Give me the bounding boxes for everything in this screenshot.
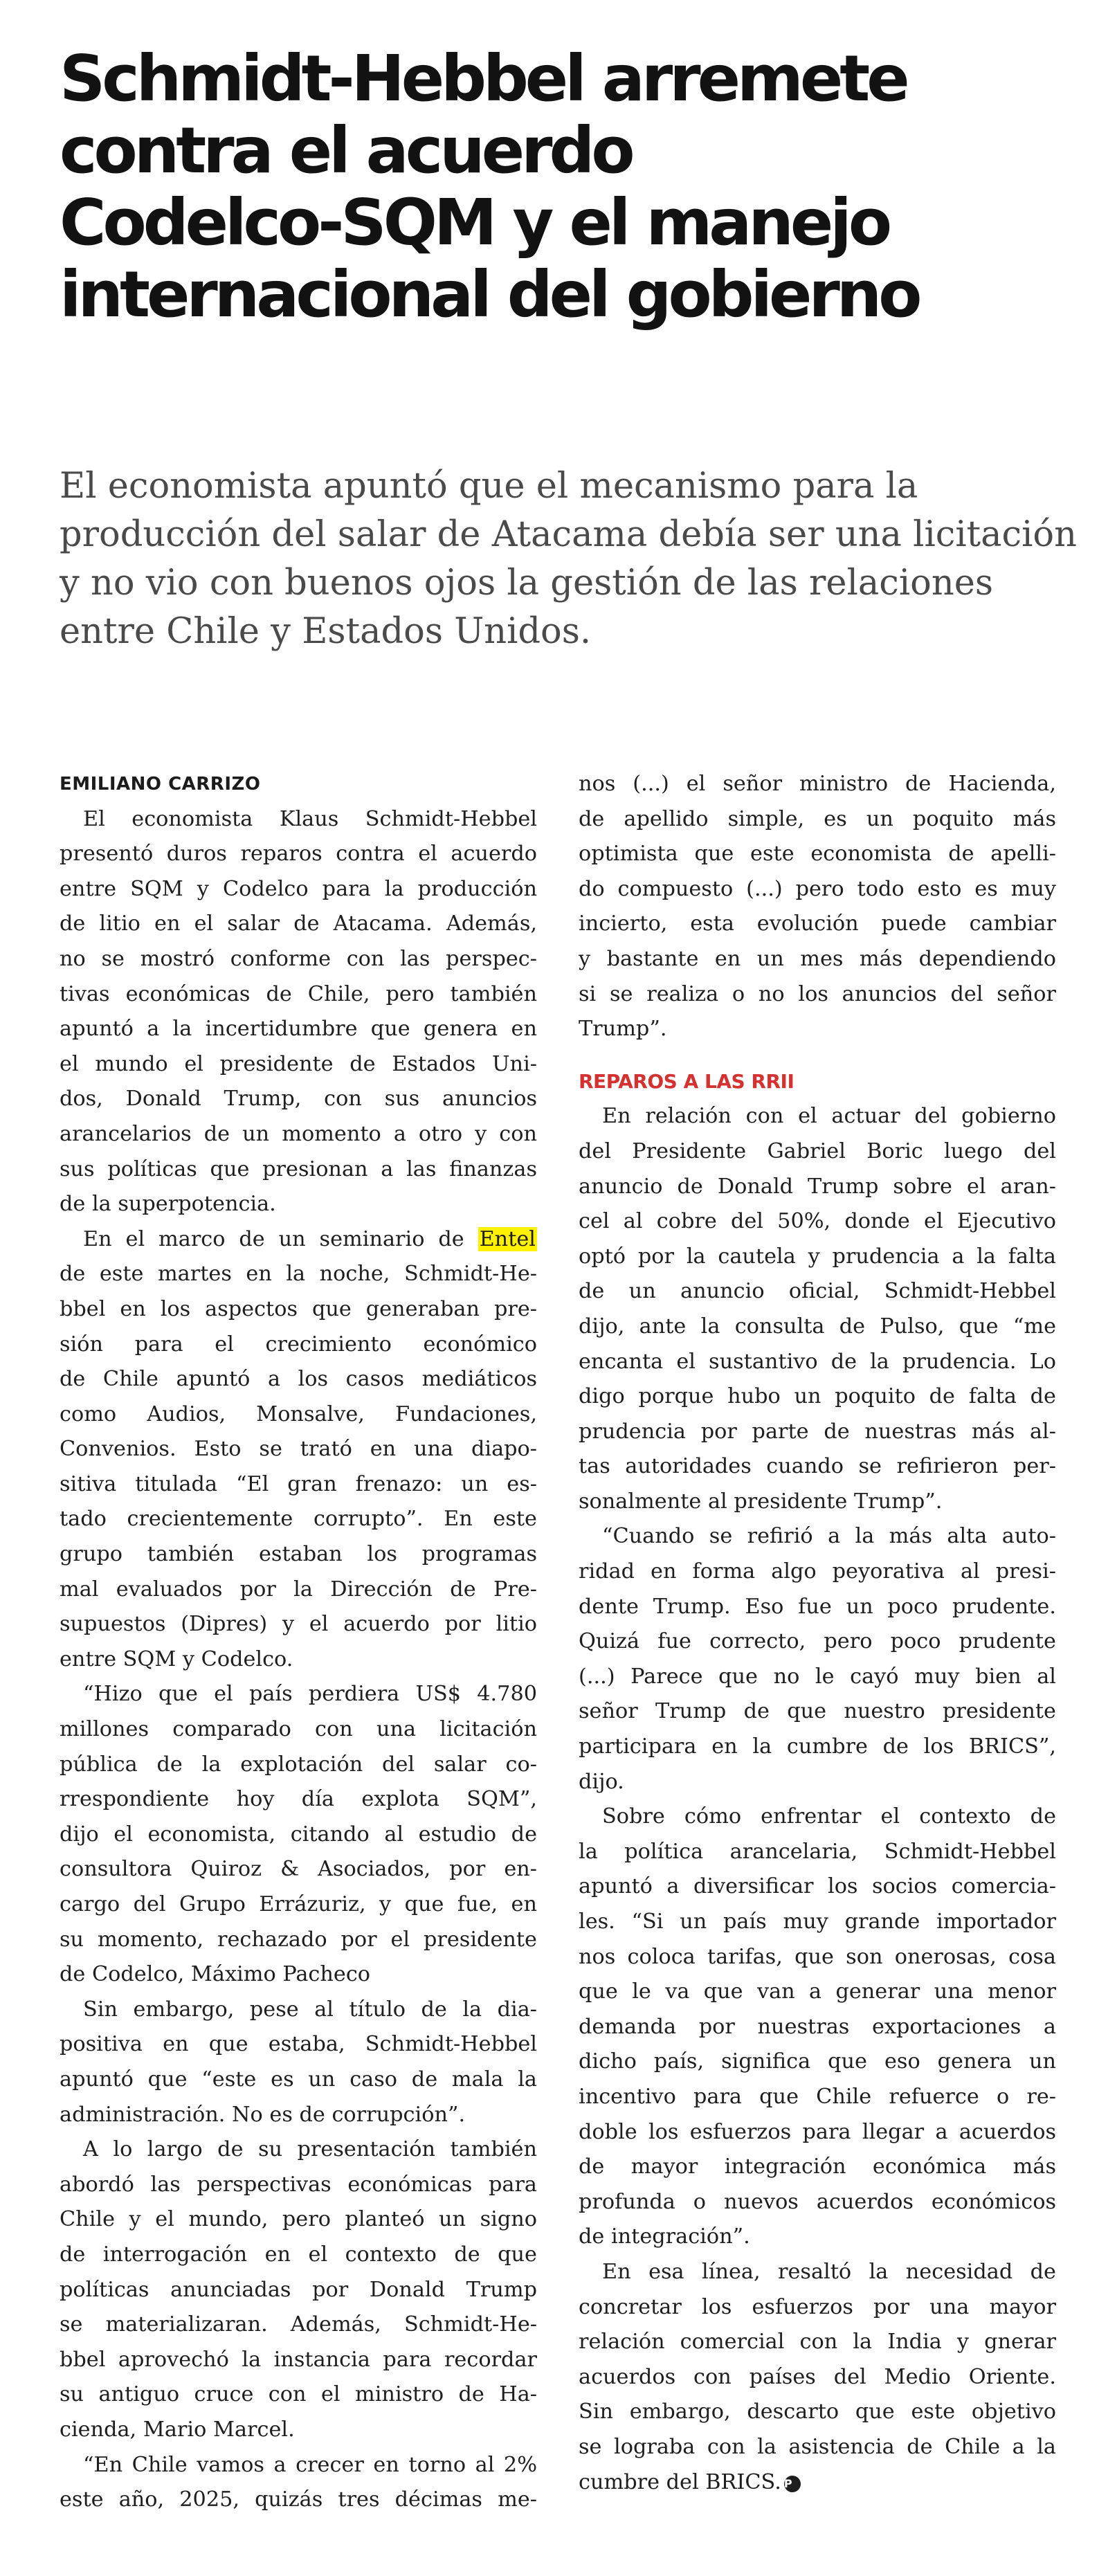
text-line: sión para el crecimiento económico — [60, 1332, 537, 1357]
headline-line: internacional del gobierno — [60, 257, 919, 332]
text-line: presentó duros reparos contra el acuerdo — [60, 842, 537, 867]
text-line: este año, 2025, quizás tres décimas me- — [60, 2487, 537, 2512]
text-line: el mundo el presidente de Estados Uni- — [60, 1051, 537, 1076]
text-line: cienda, Mario Marcel. — [60, 2417, 295, 2442]
text-line — [60, 1222, 537, 1258]
text-line: incierto, esta evolución puede cambiar — [579, 911, 1056, 936]
text-line: positiva en que estaba, Schmidt-Hebbel — [60, 2032, 537, 2057]
text-line: supuestos (Dipres) y el acuerdo por litio — [60, 1612, 537, 1637]
text-line: tado crecientemente corrupto”. En este — [60, 1507, 537, 1532]
headline — [60, 43, 1098, 331]
text-line: pública de la explotación del salar co- — [60, 1752, 537, 1777]
text-line: de interrogación en el contexto de que — [60, 2242, 537, 2267]
text-line: y bastante en un mes más dependiendo — [579, 946, 1056, 971]
text-line: sonalmente al presidente Trump”. — [579, 1489, 943, 1514]
text-line: Sin embargo, pese al título de la dia- — [83, 1997, 537, 2022]
paragraph — [60, 1993, 537, 2132]
deck-line: producción del salar de Atacama debía ser una licitación — [60, 514, 1077, 555]
text-line: (...) Parece que no le cayó muy bien al — [579, 1664, 1056, 1689]
paragraph — [579, 2255, 1056, 2500]
text-line: Convenios. Esto se trató en una diapo- — [60, 1437, 537, 1462]
headline-line: contra el acuerdo — [60, 114, 632, 188]
paragraph — [60, 2132, 537, 2447]
text-line — [579, 2465, 1056, 2501]
text-line: “Cuando se refirió a la más alta auto- — [602, 1524, 1056, 1549]
text-line: dos, Donald Trump, con sus anuncios — [60, 1087, 537, 1112]
text-line: doble los esfuerzos para llegar a acuerdos — [579, 2119, 1056, 2144]
deck-line: entre Chile y Estados Unidos. — [60, 611, 592, 652]
text-line: bbel en los aspectos que generaban pre- — [60, 1296, 537, 1321]
text-line: políticas anunciadas por Donald Trump — [60, 2277, 537, 2302]
text-line: de apellido simple, es un poquito más — [579, 806, 1056, 831]
text-line: de un anuncio oficial, Schmidt-Hebbel — [579, 1279, 1056, 1304]
text-line: encanta el sustantivo de la prudencia. Lo — [579, 1349, 1056, 1374]
text-line: El economista Klaus Schmidt-Hebbel — [83, 806, 537, 831]
paragraph — [60, 1222, 537, 1678]
text-line: ridad en forma algo peyorativa al presi- — [579, 1559, 1056, 1584]
article-column-right — [579, 767, 1056, 2500]
text-line: se lograba con la asistencia de Chile a la — [579, 2434, 1056, 2459]
text-line: abordó las perspectivas económicas para — [60, 2172, 537, 2197]
text-line: prudencia por parte de nuestras más al- — [579, 1419, 1056, 1444]
text-line: Sobre cómo enfrentar el contexto de — [602, 1804, 1056, 1829]
text-line: que le va que van a generar una menor — [579, 1979, 1056, 2004]
text-line: entre SQM y Codelco para la producción — [60, 876, 537, 901]
text-line: no se mostró conforme con las perspec- — [60, 946, 537, 971]
text-line: apuntó a la incertidumbre que genera en — [60, 1017, 537, 1042]
text-line: dijo el economista, citando al estudio de — [60, 1822, 537, 1847]
text-line: Quizá fue correcto, pero poco prudente — [579, 1629, 1056, 1654]
text-line: de integración”. — [579, 2224, 750, 2249]
headline-line: Codelco-SQM y el manejo — [60, 185, 889, 260]
text-line: sitiva titulada “El gran frenazo: un es- — [60, 1471, 537, 1496]
text-line: anuncio de Donald Trump sobre el aran- — [579, 1174, 1056, 1199]
text-line: como Audios, Monsalve, Fundaciones, — [60, 1402, 537, 1426]
headline-line: Schmidt-Hebbel arremete — [60, 42, 907, 116]
text-line: apuntó que “este es un caso de mala la — [60, 2067, 537, 2092]
text-line: la política arancelaria, Schmidt-Hebbel — [579, 1839, 1056, 1864]
text-line: optó por la cautela y prudencia a la falta — [579, 1244, 1056, 1269]
deck-line: y no vio con buenos ojos la gestión de las relaciones — [60, 563, 994, 604]
text-line: dijo, ante la consulta de Pulso, que “me — [579, 1314, 1056, 1339]
text-line: do compuesto (...) pero todo esto es muy — [579, 876, 1056, 901]
deck-line: El economista apuntó que el mecanismo para la — [60, 466, 918, 507]
text-line: grupo también estaban los programas — [60, 1542, 537, 1567]
text-line: optimista que este economista de apelli- — [579, 842, 1056, 867]
text-line: En esa línea, resaltó la necesidad de — [602, 2259, 1056, 2284]
text-line: Trump”. — [579, 1017, 667, 1042]
text-line: consultora Quiroz & Asociados, por en- — [60, 1857, 537, 1882]
text-line: “En Chile vamos a crecer en torno al 2% — [83, 2452, 537, 2477]
paragraph — [579, 1799, 1056, 2255]
text-line: se materializaran. Además, Schmidt-He- — [60, 2312, 537, 2337]
text-line: sus políticas que presionan a las finanzas — [60, 1157, 537, 1181]
text-line: de este martes en la noche, Schmidt-He- — [60, 1262, 537, 1287]
text-line: tivas económicas de Chile, pero también — [60, 981, 537, 1006]
text-line: digo porque hubo un poquito de falta de — [579, 1384, 1056, 1409]
text-line: de Chile apuntó a los casos mediáticos — [60, 1367, 537, 1392]
text-fragment: En el marco de un seminario de — [83, 1226, 464, 1251]
text-line: su antiguo cruce con el ministro de Ha- — [60, 2382, 537, 2407]
text-line: concretar los esfuerzos por una mayor — [579, 2294, 1056, 2319]
text-line: nos coloca tarifas, que son onerosas, cosa — [579, 1944, 1056, 1969]
text-line: de mayor integración económica más — [579, 2155, 1056, 2179]
text-line: “Hizo que el país perdiera US$ 4.780 — [83, 1682, 537, 1707]
text-line: señor Trump de que nuestro presidente — [579, 1699, 1056, 1724]
deck-subtitle — [60, 462, 1098, 656]
text-line: tas autoridades cuando se refirieron per- — [579, 1454, 1056, 1479]
paragraph — [60, 1677, 537, 1992]
end-of-article-icon: P — [784, 2476, 801, 2492]
text-line: entre SQM y Codelco. — [60, 1647, 293, 1671]
text-line: cel al cobre del 50%, donde el Ejecutivo — [579, 1209, 1056, 1234]
text-line: relación comercial con la India y gnerar — [579, 2330, 1056, 2355]
text-line: dente Trump. Eso fue un poco prudente. — [579, 1594, 1056, 1619]
text-line: administración. No es de corrupción”. — [60, 2102, 466, 2127]
text-line: participara en la cumbre de los BRICS”, — [579, 1734, 1056, 1759]
text-line: cargo del Grupo Errázuriz, y que fue, en — [60, 1892, 537, 1916]
text-line: demanda por nuestras exportaciones a — [579, 2014, 1056, 2039]
highlighted-word: Entel — [479, 1226, 536, 1251]
text-line: arancelarios de un momento a otro y con — [60, 1121, 537, 1146]
text-line: su momento, rechazado por el presidente — [60, 1927, 537, 1952]
article-column-left — [60, 767, 537, 2518]
text-line: mal evaluados por la Dirección de Pre- — [60, 1577, 537, 1602]
text-line: Chile y el mundo, pero planteó un signo — [60, 2207, 537, 2232]
text-line: Sin embargo, descarto que este objetivo — [579, 2400, 1056, 2424]
text-line: bbel aprovechó la instancia para recordar — [60, 2347, 537, 2372]
paragraph — [579, 1099, 1056, 1519]
text-line: apuntó a diversificar los socios comercia- — [579, 1874, 1056, 1899]
byline: EMILIANO CARRIZO — [60, 774, 261, 795]
text-line: de Codelco, Máximo Pacheco — [60, 1962, 371, 1987]
text-line: dicho país, significa que eso genera un — [579, 2049, 1056, 2074]
text-line: nos (...) el señor ministro de Hacienda, — [579, 772, 1056, 796]
text-line: A lo largo de su presentación también — [83, 2137, 537, 2162]
section-subhead: REPAROS A LAS RRII — [579, 1069, 794, 1093]
text-line: les. “Si un país muy grande importador — [579, 1910, 1056, 1934]
text-line: si se realiza o no los anuncios del señor — [579, 981, 1056, 1006]
text-line: acuerdos con países del Medio Oriente. — [579, 2364, 1056, 2389]
section-gap — [579, 1047, 1056, 1064]
text-line: incentivo para que Chile refuerce o re- — [579, 2084, 1056, 2109]
paragraph — [579, 767, 1056, 1047]
text-line: de la superpotencia. — [60, 1192, 276, 1217]
text-line: millones comparado con una licitación — [60, 1717, 537, 1742]
paragraph — [60, 2448, 537, 2518]
text-line: de litio en el salar de Atacama. Además, — [60, 911, 537, 936]
text-line: rrespondiente hoy día explota SQM”, — [60, 1787, 537, 1812]
paragraph — [579, 1519, 1056, 1799]
text-line: dijo. — [579, 1769, 624, 1794]
paragraph — [60, 802, 537, 1222]
text-line: profunda o nuevos acuerdos económicos — [579, 2189, 1056, 2214]
text-line: del Presidente Gabriel Boric luego del — [579, 1139, 1056, 1163]
text-fragment: cumbre del BRICS. — [579, 2469, 781, 2494]
text-line: En relación con el actuar del gobierno — [602, 1104, 1056, 1129]
